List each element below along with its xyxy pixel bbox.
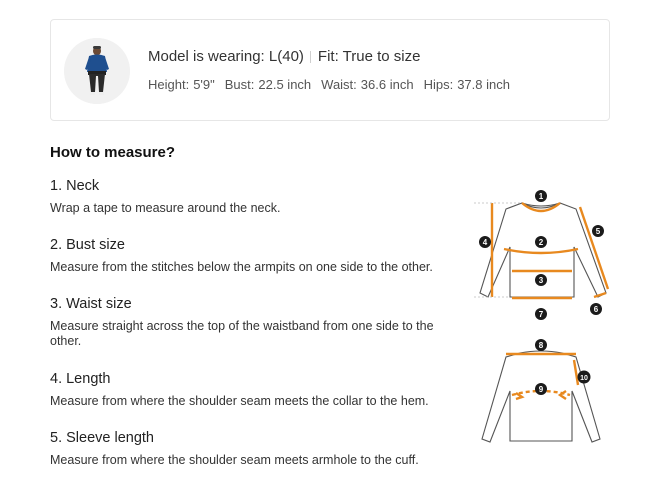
marker-7 <box>535 308 547 320</box>
model-bust: Bust: 22.5 inch <box>224 77 312 92</box>
svg-text:3: 3 <box>538 276 544 285</box>
marker-6 <box>590 303 602 315</box>
marker-2 <box>535 236 547 248</box>
step-neck <box>50 176 465 235</box>
model-figure-icon <box>64 38 130 104</box>
svg-text:10: 10 <box>580 375 588 382</box>
step-length <box>50 369 465 428</box>
armhole-line <box>574 360 578 385</box>
model-fit: Fit: True to size <box>317 48 421 65</box>
svg-text:2: 2 <box>538 238 544 247</box>
model-avatar <box>64 38 130 104</box>
marker-1 <box>535 190 547 202</box>
step-description: Wrap a tape to measure around the neck. <box>50 201 281 215</box>
step-sleeve-length <box>50 428 465 482</box>
step-description: Measure from the stitches below the armpits on one side to the other. <box>50 260 433 274</box>
step-description: Measure straight across the top of the waistband from one side to the other. <box>50 319 434 348</box>
how-to-measure-title: How to measure? <box>50 144 176 161</box>
step-title: 1. Neck <box>50 178 100 194</box>
step-waist <box>50 294 465 369</box>
bust-line <box>504 249 578 253</box>
marker-9 <box>535 383 547 395</box>
model-wearing-size: Model is wearing: L(40) <box>148 48 304 65</box>
marker-8 <box>535 339 547 351</box>
marker-10 <box>578 371 591 384</box>
step-title: 3. Waist size <box>50 296 132 312</box>
step-description: Measure from where the shoulder seam meets armhole to the cuff. <box>50 453 419 467</box>
step-bust <box>50 235 465 294</box>
step-title: 5. Sleeve length <box>50 430 154 446</box>
svg-text:5: 5 <box>595 227 601 236</box>
model-waist: Waist: 36.6 inch <box>321 77 414 92</box>
svg-text:1: 1 <box>538 192 544 201</box>
marker-3 <box>535 274 547 286</box>
measure-steps-list <box>50 176 465 482</box>
svg-text:6: 6 <box>593 305 599 314</box>
svg-text:8: 8 <box>538 341 544 350</box>
measurement-diagram <box>470 185 620 455</box>
step-title: 2. Bust size <box>50 237 125 253</box>
sweater-diagram-icon <box>470 185 620 455</box>
svg-text:7: 7 <box>538 310 544 319</box>
model-info-card <box>50 19 610 121</box>
back-sweater-outline <box>482 351 600 442</box>
divider <box>310 51 311 63</box>
step-description: Measure from where the shoulder seam meets the collar to the hem. <box>50 394 429 408</box>
sleeve-line <box>580 207 608 289</box>
model-wearing-line <box>148 48 420 65</box>
marker-4 <box>479 236 491 248</box>
svg-text:4: 4 <box>482 238 488 247</box>
model-height: Height: 5'9" <box>148 77 215 92</box>
model-hips: Hips: 37.8 inch <box>423 77 510 92</box>
step-title: 4. Length <box>50 371 111 387</box>
model-measurements <box>148 77 510 92</box>
svg-text:9: 9 <box>538 385 544 394</box>
marker-5 <box>592 225 604 237</box>
